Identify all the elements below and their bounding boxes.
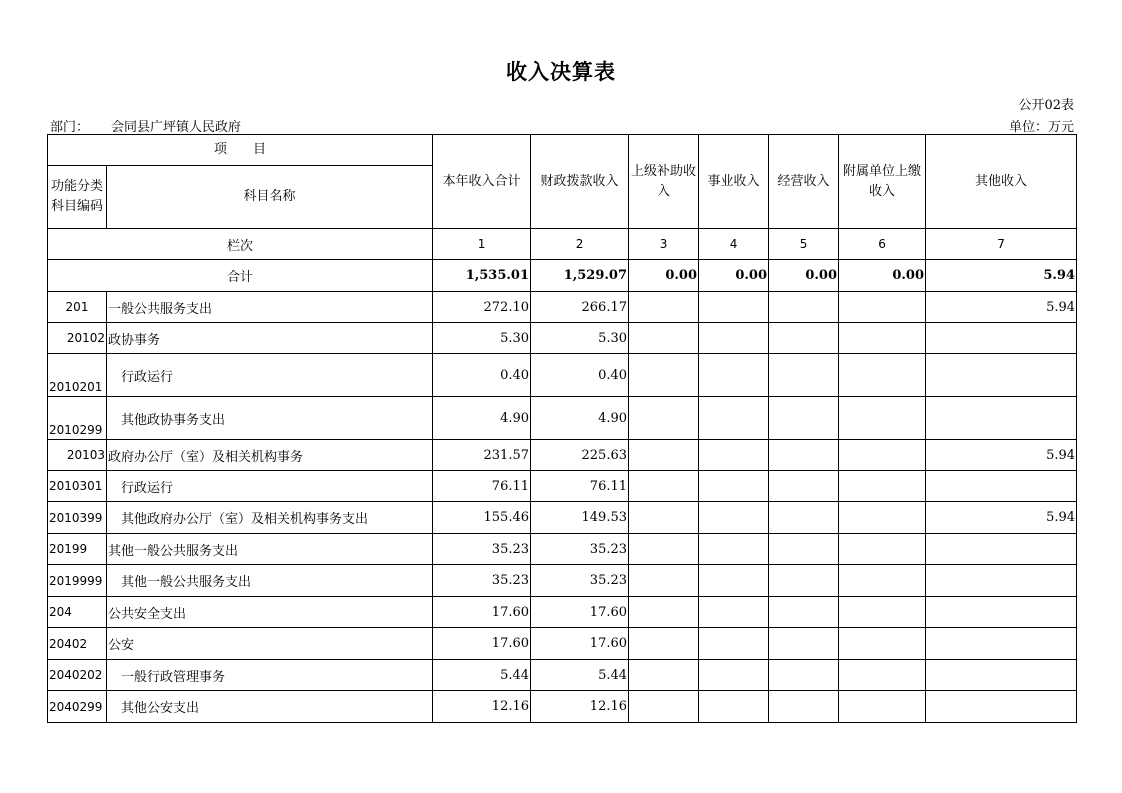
row-value: 149.53 (531, 502, 629, 534)
row-value: 272.10 (433, 292, 531, 323)
row-name: 政协事务 (107, 323, 433, 354)
row-value (926, 534, 1077, 565)
row-value (629, 660, 699, 691)
row-value (699, 628, 769, 660)
row-value (629, 628, 699, 660)
col-number: 5 (769, 229, 839, 260)
table-row (48, 471, 1077, 502)
row-value (769, 323, 839, 354)
row-value (629, 440, 699, 471)
row-code: 2010301 (48, 471, 107, 502)
header-func-code: 功能分类科目编码 (48, 166, 107, 229)
row-value: 5.94 (926, 502, 1077, 534)
row-value (839, 323, 926, 354)
row-code: 2040299 (48, 691, 107, 723)
department-line (50, 116, 241, 135)
total-value: 1,529.07 (531, 260, 629, 292)
col-number: 6 (839, 229, 926, 260)
row-value (926, 565, 1077, 597)
row-value: 35.23 (531, 534, 629, 565)
row-value: 5.94 (926, 440, 1077, 471)
row-name: 其他公安支出 (107, 691, 433, 723)
total-value: 0.00 (839, 260, 926, 292)
table-row (48, 534, 1077, 565)
header-col-2: 财政拨款收入 (531, 135, 629, 229)
row-value: 5.44 (433, 660, 531, 691)
row-value (839, 534, 926, 565)
row-value: 17.60 (531, 628, 629, 660)
row-value (839, 440, 926, 471)
row-value: 12.16 (433, 691, 531, 723)
total-value: 0.00 (769, 260, 839, 292)
row-value (839, 397, 926, 440)
row-value: 17.60 (531, 597, 629, 628)
row-value (839, 471, 926, 502)
header-col-4: 事业收入 (699, 135, 769, 229)
row-code: 2010399 (48, 502, 107, 534)
table-row (48, 354, 1077, 397)
row-value: 0.40 (531, 354, 629, 397)
row-value (769, 628, 839, 660)
table-row (48, 628, 1077, 660)
row-value (699, 534, 769, 565)
row-value (839, 597, 926, 628)
total-value: 0.00 (629, 260, 699, 292)
row-value (926, 691, 1077, 723)
department-name: 会同县广坪镇人民政府 (111, 120, 242, 135)
row-code: 20199 (48, 534, 107, 565)
row-value (769, 660, 839, 691)
row-name: 其他一般公共服务支出 (107, 534, 433, 565)
row-value (769, 292, 839, 323)
row-value (839, 502, 926, 534)
row-value: 76.11 (433, 471, 531, 502)
row-code: 2010201 (48, 354, 107, 397)
row-value (629, 597, 699, 628)
row-value (629, 471, 699, 502)
row-value (629, 534, 699, 565)
table-row (48, 691, 1077, 723)
row-value (699, 691, 769, 723)
row-name: 政府办公厅（室）及相关机构事务 (107, 440, 433, 471)
row-code: 2019999 (48, 565, 107, 597)
table-row (48, 397, 1077, 440)
row-value: 266.17 (531, 292, 629, 323)
row-value (769, 440, 839, 471)
row-value (926, 397, 1077, 440)
row-value (769, 502, 839, 534)
row-value: 35.23 (433, 534, 531, 565)
row-value (699, 565, 769, 597)
row-value: 5.30 (531, 323, 629, 354)
row-code: 2010299 (48, 397, 107, 440)
table-row (48, 292, 1077, 323)
row-value: 5.94 (926, 292, 1077, 323)
total-label: 合计 (48, 260, 433, 292)
col-number: 2 (531, 229, 629, 260)
row-value: 225.63 (531, 440, 629, 471)
table-row (48, 502, 1077, 534)
row-value: 76.11 (531, 471, 629, 502)
total-row (48, 260, 1077, 292)
table-row (48, 660, 1077, 691)
header-col-3: 上级补助收入 (629, 135, 699, 229)
row-code: 20402 (48, 628, 107, 660)
col-number: 7 (926, 229, 1077, 260)
row-value (926, 597, 1077, 628)
row-value: 5.30 (433, 323, 531, 354)
row-value (629, 502, 699, 534)
row-name: 其他政府办公厅（室）及相关机构事务支出 (107, 502, 433, 534)
row-value (629, 397, 699, 440)
income-table (47, 134, 1077, 723)
row-value (926, 628, 1077, 660)
row-value (629, 323, 699, 354)
row-value: 17.60 (433, 597, 531, 628)
row-value: 12.16 (531, 691, 629, 723)
page-title: 收入决算表 (506, 59, 616, 84)
table-row (48, 565, 1077, 597)
row-value (699, 597, 769, 628)
row-value: 35.23 (433, 565, 531, 597)
row-value (926, 354, 1077, 397)
department-label: 部门： (50, 120, 90, 135)
row-value (839, 660, 926, 691)
row-code: 20102 (48, 323, 107, 354)
row-code: 20103 (48, 440, 107, 471)
row-value (839, 691, 926, 723)
col-number: 4 (699, 229, 769, 260)
row-value (699, 502, 769, 534)
row-value (839, 354, 926, 397)
table-row (48, 597, 1077, 628)
row-value (629, 354, 699, 397)
table-row (48, 323, 1077, 354)
total-value: 1,535.01 (433, 260, 531, 292)
row-value: 35.23 (531, 565, 629, 597)
row-name: 一般行政管理事务 (107, 660, 433, 691)
row-value: 4.90 (433, 397, 531, 440)
form-number: 公开02表 (1018, 98, 1074, 113)
row-value (769, 354, 839, 397)
total-value: 5.94 (926, 260, 1077, 292)
row-value: 17.60 (433, 628, 531, 660)
row-name: 行政运行 (107, 471, 433, 502)
table-row (48, 440, 1077, 471)
row-name: 公安 (107, 628, 433, 660)
row-value (629, 691, 699, 723)
row-index-label: 栏次 (48, 229, 433, 260)
row-value (926, 323, 1077, 354)
row-code: 204 (48, 597, 107, 628)
row-name: 行政运行 (107, 354, 433, 397)
row-value (926, 471, 1077, 502)
row-code: 2040202 (48, 660, 107, 691)
total-value: 0.00 (699, 260, 769, 292)
header-item: 项 目 (48, 135, 433, 166)
row-value: 155.46 (433, 502, 531, 534)
row-value (769, 397, 839, 440)
row-value: 5.44 (531, 660, 629, 691)
row-value (839, 292, 926, 323)
row-value (699, 397, 769, 440)
row-code: 201 (48, 292, 107, 323)
row-name: 一般公共服务支出 (107, 292, 433, 323)
unit-label: 单位：万元 (1008, 120, 1074, 135)
row-value (699, 354, 769, 397)
row-value (699, 660, 769, 691)
row-value (629, 565, 699, 597)
row-value (769, 471, 839, 502)
header-col-7: 其他收入 (926, 135, 1077, 229)
row-value (839, 565, 926, 597)
row-name: 其他一般公共服务支出 (107, 565, 433, 597)
row-value (699, 323, 769, 354)
row-value (769, 597, 839, 628)
header-col-6: 附属单位上缴收入 (839, 135, 926, 229)
row-value: 0.40 (433, 354, 531, 397)
row-value (769, 565, 839, 597)
row-value (699, 292, 769, 323)
row-name: 公共安全支出 (107, 597, 433, 628)
row-value (926, 660, 1077, 691)
row-value (699, 471, 769, 502)
row-value (839, 628, 926, 660)
header-col-1: 本年收入合计 (433, 135, 531, 229)
header-subject-name: 科目名称 (107, 166, 433, 229)
row-value (769, 534, 839, 565)
row-value (699, 440, 769, 471)
col-number: 1 (433, 229, 531, 260)
row-value: 231.57 (433, 440, 531, 471)
row-value (629, 292, 699, 323)
row-value (769, 691, 839, 723)
row-name: 其他政协事务支出 (107, 397, 433, 440)
row-value: 4.90 (531, 397, 629, 440)
header-col-5: 经营收入 (769, 135, 839, 229)
col-number: 3 (629, 229, 699, 260)
